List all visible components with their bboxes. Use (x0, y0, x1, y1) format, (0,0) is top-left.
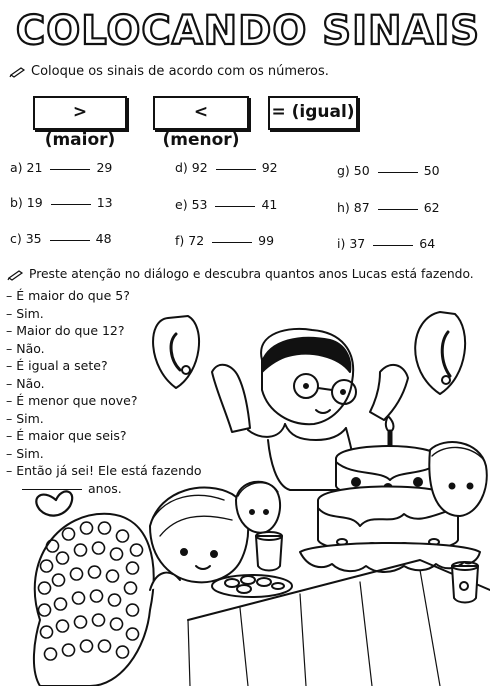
instruction-1 (10, 64, 329, 79)
exercise-right-number: 64 (419, 236, 436, 251)
dialogue-answer-line (6, 480, 202, 498)
instruction-1-text: Coloque os sinais de acordo com os números. (31, 64, 329, 79)
exercise-letter: g) (337, 163, 350, 178)
exercise-left-number: 35 (25, 231, 42, 246)
exercise-right-number: 48 (95, 231, 112, 246)
cookie-plate-icon (212, 575, 292, 597)
sign-box-greater (33, 96, 127, 150)
exercise-letter: a) (10, 160, 23, 175)
pencil-icon (8, 270, 24, 280)
dialogue (6, 287, 202, 497)
exercise-right-number: 62 (423, 200, 440, 215)
balloon-right-icon (415, 312, 465, 394)
exercise-c (10, 231, 112, 246)
answer-blank[interactable] (378, 171, 418, 173)
sign-label-greater: > (maior) (44, 102, 116, 150)
dialogue-line: – É maior do que 5? (6, 288, 130, 303)
exercise-left-number: 53 (191, 197, 208, 212)
dialogue-line: – Não. (6, 340, 45, 356)
exercise-h (337, 200, 440, 215)
exercise-letter: i) (337, 236, 346, 251)
exercise-letter: e) (175, 197, 188, 212)
answer-blank[interactable] (215, 205, 255, 207)
exercise-a (10, 160, 112, 175)
answer-blank[interactable] (373, 244, 413, 246)
exercise-left-number: 72 (188, 233, 205, 248)
dialogue-line: – É menor que nove? (6, 393, 138, 408)
exercise-left-number: 37 (349, 236, 366, 251)
exercise-letter: c) (10, 231, 22, 246)
dialogue-line: – Sim. (6, 305, 44, 321)
dialogue-line: – Não. (6, 375, 45, 391)
exercise-letter: d) (175, 160, 188, 175)
exercise-right-number: 13 (96, 195, 113, 210)
exercise-left-number: 92 (191, 160, 208, 175)
exercise-b (10, 195, 113, 210)
exercise-f (175, 233, 274, 248)
dialogue-line: – É maior que seis? (6, 428, 127, 443)
curly-hair-girl-icon (34, 491, 154, 686)
exercise-right-number: 50 (423, 163, 440, 178)
exercise-right-number: 92 (261, 160, 278, 175)
instruction-2-text: Preste atenção no diálogo e descubra quantos anos Lucas está fazendo. (29, 267, 474, 281)
exercise-letter: b) (10, 195, 23, 210)
answer-blank[interactable] (51, 203, 91, 205)
sign-label-less: < (menor) (162, 102, 240, 150)
dialogue-line: – Sim. (6, 410, 44, 426)
sign-box-less (153, 96, 249, 150)
sign-box-equal (268, 96, 358, 130)
dialogue-line: – Então já sei! Ele está fazendo (6, 463, 202, 478)
pencil-icon (10, 67, 26, 77)
age-answer-blank[interactable] (22, 488, 82, 490)
dialogue-line: – Maior do que 12? (6, 323, 125, 338)
exercise-letter: h) (337, 200, 350, 215)
exercise-right-number: 41 (261, 197, 278, 212)
worksheet-title (15, 4, 481, 56)
exercise-right-number: 29 (96, 160, 113, 175)
dialogue-line: – Sim. (6, 445, 44, 461)
answer-blank[interactable] (378, 208, 418, 210)
right-guest-icon (429, 442, 486, 516)
answer-blank[interactable] (50, 239, 90, 241)
exercise-i (337, 236, 435, 251)
answer-blank[interactable] (212, 241, 252, 243)
answer-blank[interactable] (50, 168, 90, 170)
exercise-e (175, 197, 277, 212)
exercise-left-number: 21 (26, 160, 43, 175)
exercise-d (175, 160, 278, 175)
exercise-left-number: 19 (26, 195, 43, 210)
title-text: COLOCANDO SINAIS (15, 8, 481, 54)
dialogue-line: – É igual a sete? (6, 358, 108, 373)
sign-label-equal: = (igual) (271, 102, 355, 122)
exercise-left-number: 50 (353, 163, 370, 178)
blonde-girl-icon (150, 488, 248, 590)
exercise-left-number: 87 (353, 200, 370, 215)
cup-icon (256, 532, 282, 571)
instruction-2 (8, 267, 474, 281)
answer-blank[interactable] (216, 168, 256, 170)
cup-icon (452, 562, 478, 603)
answer-suffix: anos. (88, 480, 122, 496)
exercise-g (337, 163, 440, 178)
exercise-right-number: 99 (258, 233, 275, 248)
exercise-letter: f) (175, 233, 185, 248)
